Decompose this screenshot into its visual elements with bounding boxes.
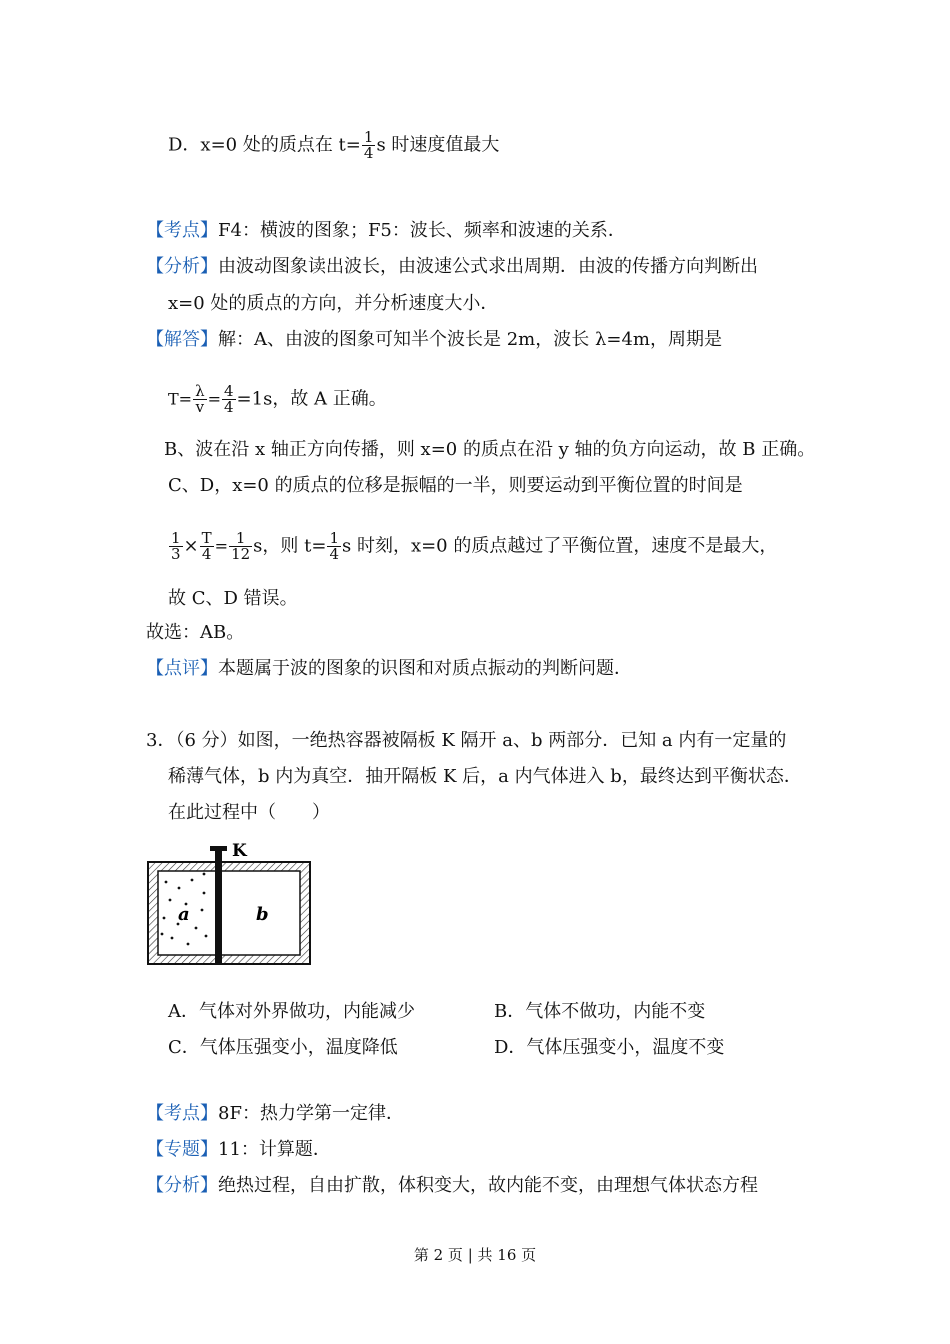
label-a: a <box>178 904 190 925</box>
q3-option-d: D．气体压强变小，温度不变 <box>494 1037 725 1058</box>
label-k: K <box>232 841 247 861</box>
q3-kaodian: 【考点】8F：热力学第一定律． <box>146 1103 404 1124</box>
q3-fenxi: 【分析】绝热过程，自由扩散，体积变大，故内能不变，由理想气体状态方程 <box>146 1175 758 1196</box>
q2-time-calc: $\frac{1}{3}$ × $\frac{T}{4}$ = $\frac{1}{12}$ s，则 t= $\frac{1}{4}$ s 时刻，x=0 的质点越过了平衡位置，速度不是最大， <box>171 529 778 563</box>
fraction: $\frac{1}{4}$ <box>363 128 374 162</box>
adiabatic-container-figure <box>144 838 316 968</box>
partition-k <box>215 848 222 964</box>
q2-dianping: 【点评】本题属于波的图象的识图和对质点振动的判断问题． <box>146 658 632 679</box>
q2-fenxi: 【分析】由波动图象读出波长，由波速公式求出周期．由波的传播方向判断出 <box>146 256 758 277</box>
q3-zhuanti: 【专题】11：计算题． <box>146 1139 331 1160</box>
q2-jieda-conclusion: 故 C、D 错误。 <box>168 588 298 609</box>
q2-answer: 故选：AB。 <box>146 622 245 643</box>
q2-jieda: 【解答】解：A、由波的图象可知半个波长是 2m，波长 λ=4m，周期是 <box>146 329 722 350</box>
option-d-prev: D．x=0 处的质点在 t= $\frac{1}{4}$ s 时速度值最大 <box>168 128 500 162</box>
q3-stem-line3: 在此过程中（ ） <box>168 802 330 823</box>
q3-stem-line2: 稀薄气体，b 内为真空．抽开隔板 K 后，a 内气体进入 b，最终达到平衡状态． <box>168 766 802 787</box>
q2-jieda-cd: C、D，x=0 的质点的位移是振幅的一半，则要运动到平衡位置的时间是 <box>168 475 743 496</box>
q2-jieda-b: B、波在沿 x 轴正方向传播，则 x=0 的质点在沿 y 轴的负方向运动，故 B 正确。 <box>164 439 816 460</box>
page-footer: 第 2 页 | 共 16 页 <box>413 1246 537 1264</box>
q3-option-c: C．气体压强变小，温度降低 <box>168 1037 398 1058</box>
q2-kaodian: 【考点】F4：横波的图象；F5：波长、频率和波速的关系． <box>146 220 626 241</box>
q2-period-formula: T= $\frac{\lambda}{v}$ = $\frac{4}{4}$ =1s，故 A 正确。 <box>168 382 387 416</box>
q3-option-b: B．气体不做功，内能不变 <box>494 1001 706 1022</box>
q3-option-a: A．气体对外界做功，内能减少 <box>168 1001 415 1022</box>
label-b: b <box>256 904 269 925</box>
q3-stem-line1: 3．（6 分）如图，一绝热容器被隔板 K 隔开 a、b 两部分．已知 a 内有一定量的 <box>146 730 787 751</box>
q2-fenxi-cont: x=0 处的质点的方向，并分析速度大小． <box>168 293 499 314</box>
